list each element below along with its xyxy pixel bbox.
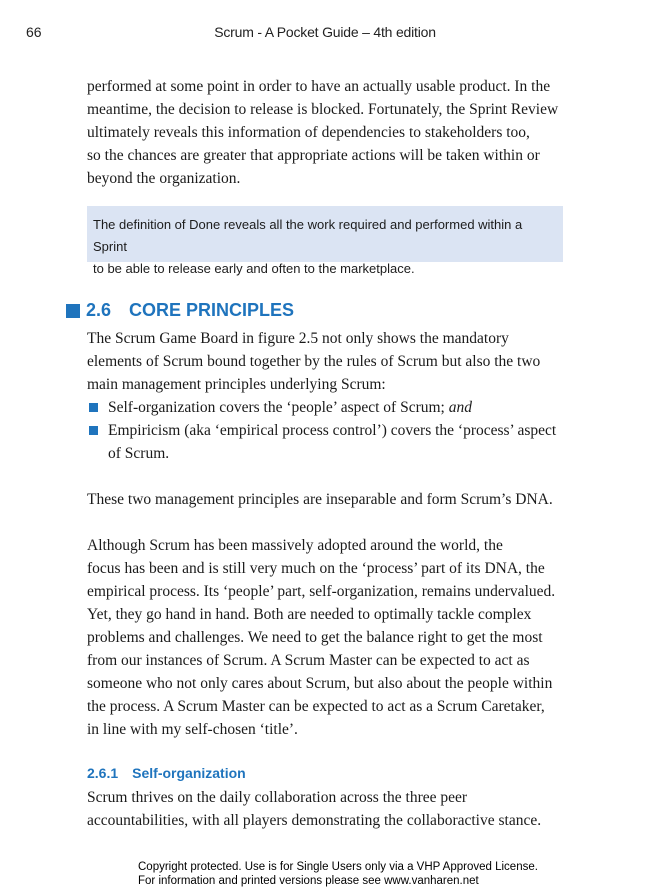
list-item-emphasis: and [448, 399, 472, 416]
list-item [87, 396, 565, 419]
paragraph-1 [87, 75, 565, 190]
paragraph-4 [87, 534, 565, 741]
paragraph-5 [87, 786, 565, 832]
running-header: Scrum - A Pocket Guide – 4th edition [214, 24, 436, 40]
subsection-heading [87, 765, 246, 781]
paragraph-text: Although Scrum has been massively adopted around the world, the focus has been and is still very much on the ‘process’ part of its DNA, the empirical process. Its ‘people’ part, self-organization, remains undervalued. Yet, they go hand in hand. Both are needed to optimally tackle complex problems and challenges. We need to get the balance right to get the most from our instances of Scrum. A Scrum Master can be expected to act as someone who not only cares about Scrum, but also about the people within the process. A Scrum Master can be expected to act as a Scrum Caretaker, in line with my self-chosen ‘title’. [87, 537, 556, 738]
list-item [87, 419, 565, 465]
paragraph-text: These two management principles are inseparable and form Scrum’s DNA. [87, 491, 553, 508]
principles-list [87, 396, 565, 465]
list-item-text: Empiricism (aka ‘empirical process control’) covers the ‘process’ aspect of Scrum. [108, 422, 557, 462]
bullet-square-icon [89, 426, 98, 435]
section-heading [66, 300, 294, 321]
paragraph-2 [87, 327, 565, 396]
paragraph-3 [87, 488, 565, 511]
section-number: 2.6 [86, 300, 112, 320]
paragraph-text: Scrum thrives on the daily collaboration across the three peer accountabilities, with all players demonstrating the collaboractive stance. [87, 789, 542, 829]
paragraph-text: The Scrum Game Board in figure 2.5 not only shows the mandatory elements of Scrum bound together by the rules of Scrum but also the two main management principles underlying Scrum: [87, 330, 541, 393]
copyright-footer: Copyright protected. Use is for Single Users only via a VHP Approved License. For information and printed versions please see www.vanharen.net [138, 861, 538, 887]
done-callout: The definition of Done reveals all the work required and performed within a Sprint to be able to release early and often to the marketplace. [87, 206, 563, 262]
page-number: 66 [26, 24, 42, 40]
subsection-number: 2.6.1 [87, 765, 119, 781]
section-title: CORE PRINCIPLES [129, 300, 295, 320]
section-square-icon [66, 304, 80, 318]
subsection-title: Self-organization [132, 765, 246, 781]
bullet-square-icon [89, 403, 98, 412]
paragraph-text: performed at some point in order to have an actually usable product. In the meantime, the decision to release is blocked. Fortunately, the Sprint Review ultimately reveals this information of dependencies to stakeholders too, so the chances are greater that appropriate actions will be taken within or beyond the organization. [87, 78, 559, 187]
list-item-text: Self-organization covers the ‘people’ aspect of Scrum; [108, 399, 449, 416]
